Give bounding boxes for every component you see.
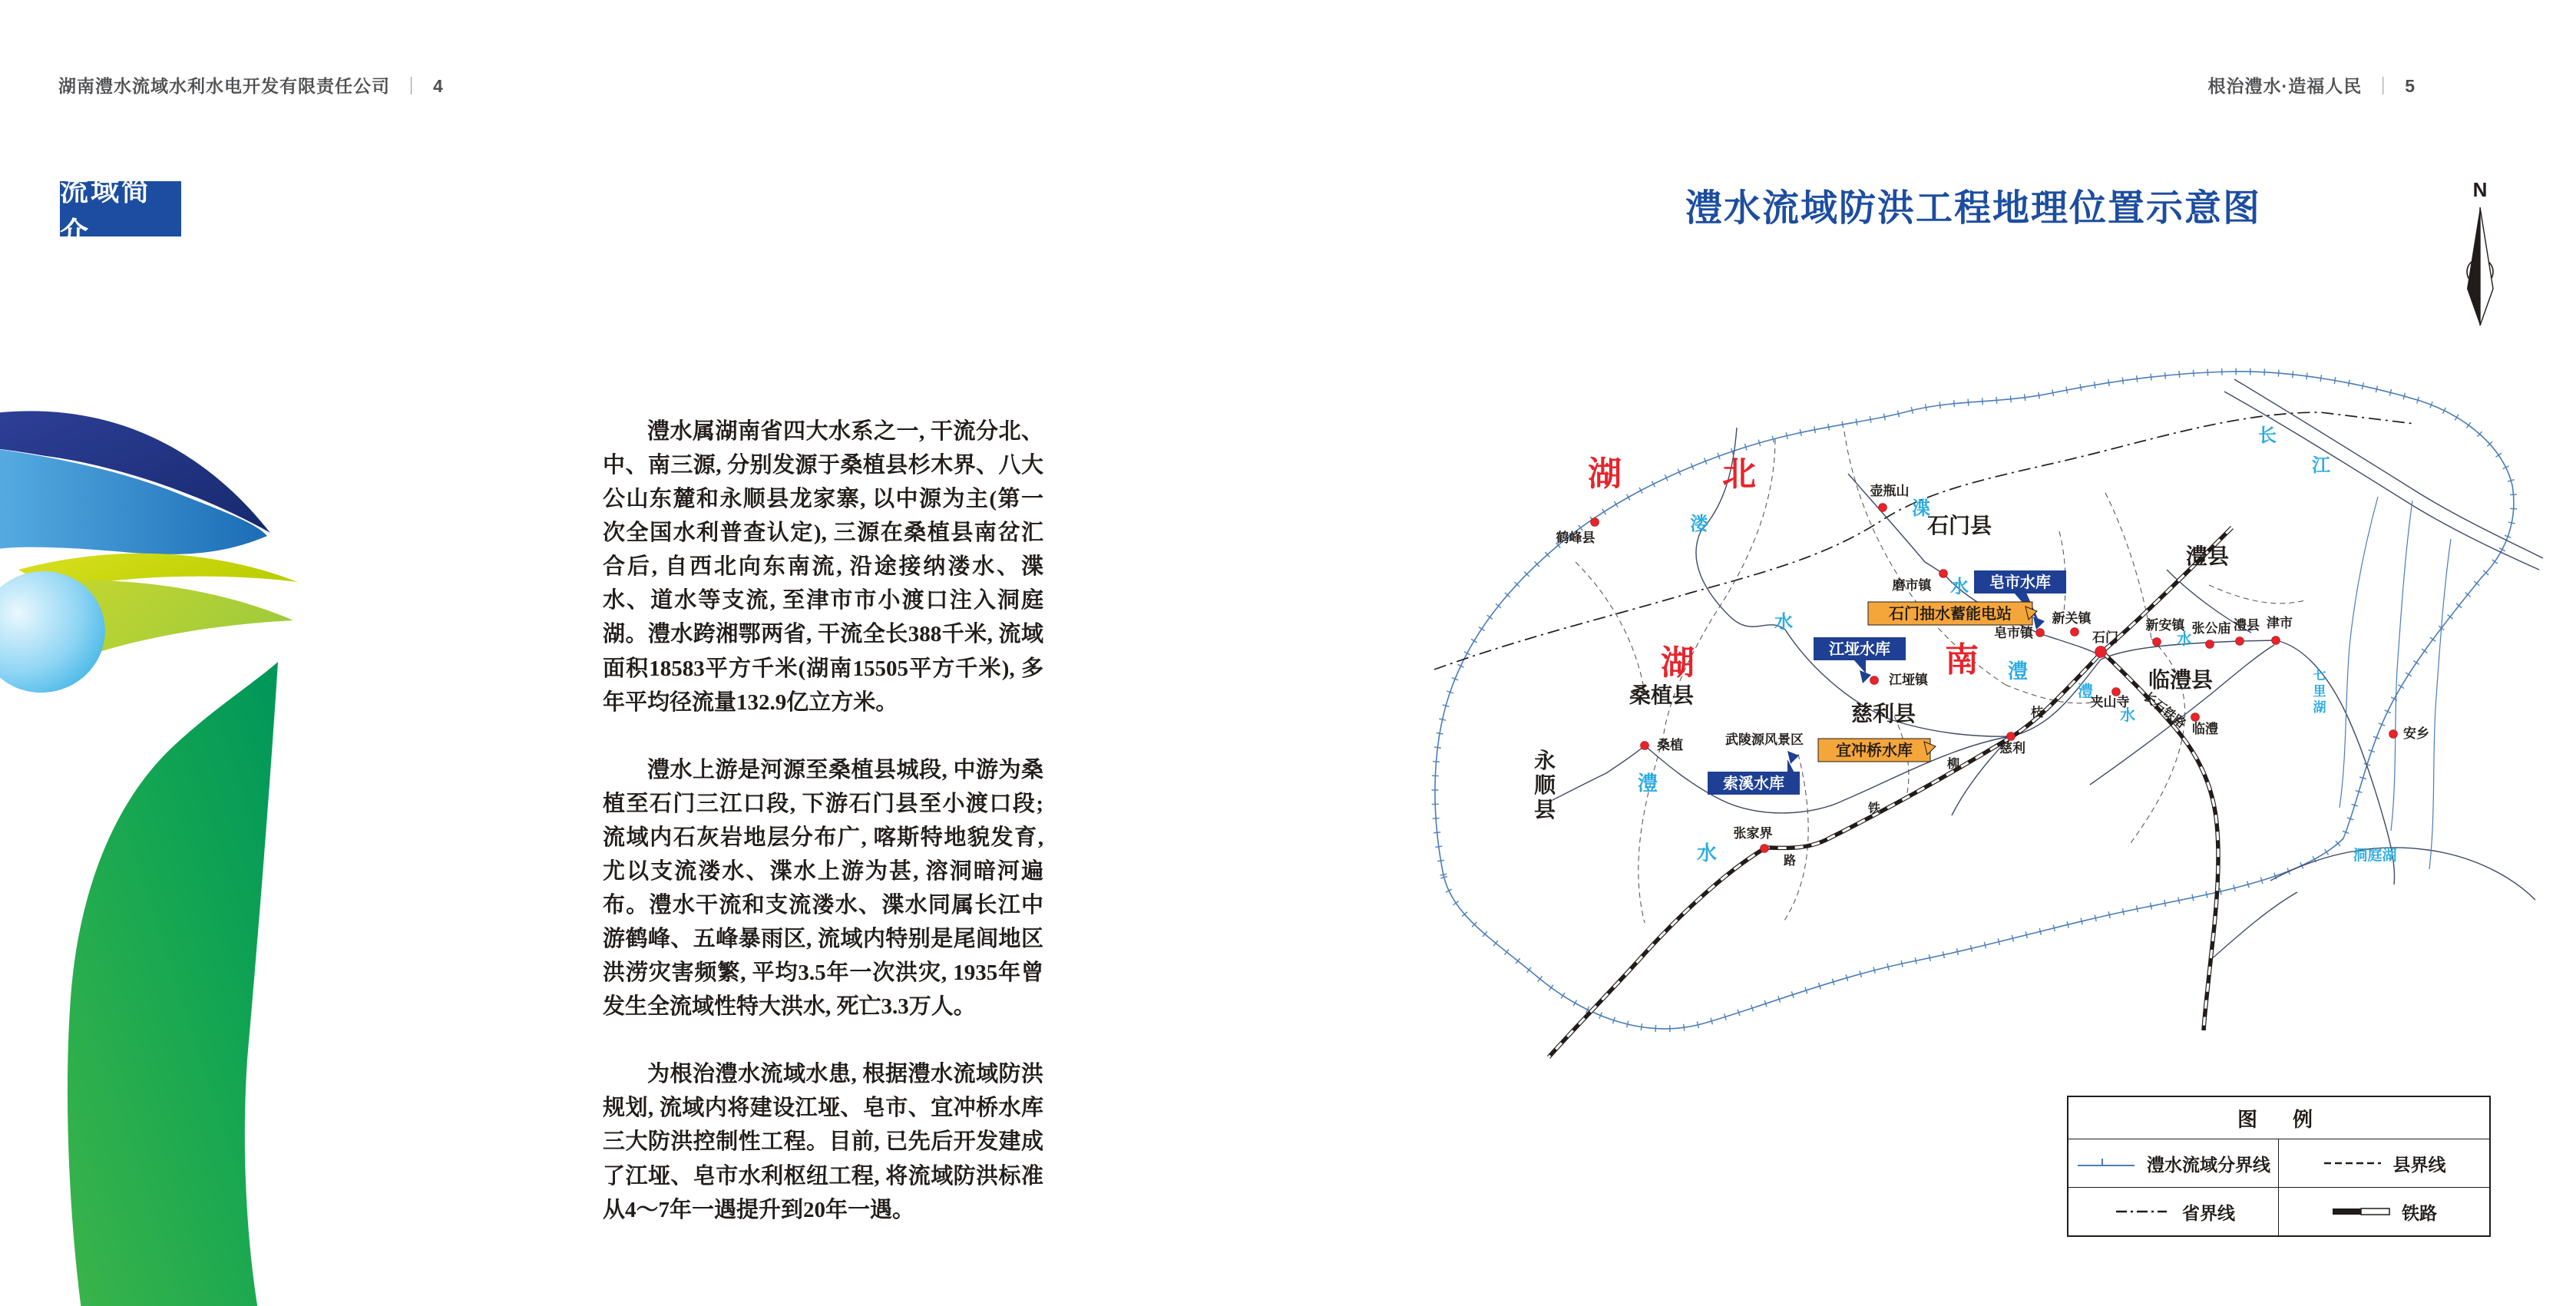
county-label: 永顺县 — [1533, 749, 1556, 822]
town-label: 磨市镇 — [1892, 578, 1932, 593]
project-callout — [1868, 602, 2037, 625]
town-label: 石门 — [2092, 630, 2118, 645]
county-label: 慈利县 — [1850, 702, 1916, 726]
province-line-icon — [2111, 1205, 2171, 1218]
body-paragraphs — [603, 415, 1043, 1261]
town-label: 安乡 — [2403, 726, 2429, 741]
county-label: 石门县 — [1926, 514, 1992, 537]
basin-map — [1413, 338, 2572, 1125]
river-lines — [1553, 379, 2543, 961]
province-label: 南 — [1945, 641, 1979, 679]
town-label: 桑植 — [1657, 738, 1683, 752]
river-label: 水 — [1774, 612, 1793, 633]
town-marker — [2092, 630, 2118, 658]
map-title: 澧水流域防洪工程地理位置示意图 — [1685, 188, 2261, 229]
river-label: 澧 — [2007, 660, 2029, 683]
legend-title: 图 例 — [2068, 1097, 2489, 1139]
river-label: 澧 — [1637, 772, 1658, 795]
town-marker — [2091, 688, 2130, 710]
county-label: 澧县 — [2185, 544, 2230, 568]
section-title: 流域简介 — [60, 175, 152, 248]
project-callout — [1818, 739, 1936, 762]
town-label: 慈利 — [1999, 741, 2025, 755]
town-label: 张公庙 — [2191, 621, 2231, 636]
county-label: 武陵源风景区 — [1725, 732, 1804, 747]
compass-label: N — [2472, 178, 2488, 201]
right-page-number: 5 — [2405, 76, 2416, 96]
callout-label: 江垭水库 — [1829, 641, 1890, 658]
river-label: 洞庭湖 — [2353, 848, 2397, 864]
legend-label: 铁路 — [2402, 1202, 2437, 1223]
river-label: 水 — [1950, 577, 1969, 597]
town-label: 夹山寺 — [2090, 695, 2130, 709]
basin-line-icon — [2076, 1156, 2136, 1170]
town-label: 张家界 — [1733, 826, 1773, 841]
railway-label: 枝 — [2030, 706, 2044, 719]
legend-item-province — [2068, 1188, 2279, 1235]
town-label: 津市 — [2267, 616, 2293, 630]
river-label: 长 — [2258, 425, 2277, 446]
callout-label: 皂市水库 — [1989, 574, 2051, 591]
callout-label: 石门抽水蓄能电站 — [1889, 606, 2012, 623]
legend-item-county — [2279, 1139, 2489, 1188]
railway-label: 柳 — [1946, 758, 1960, 771]
header-separator: ｜ — [402, 76, 421, 96]
town-marker — [1734, 825, 1773, 853]
callout-label: 索溪水库 — [1723, 775, 1784, 792]
river-label: 溇 — [1690, 514, 1708, 534]
town-marker — [1641, 737, 1684, 752]
river-label: 水 — [1696, 841, 1718, 865]
company-logo-swirl — [0, 399, 322, 1306]
river-label: 七里湖 — [2313, 668, 2326, 715]
map-legend — [2067, 1096, 2491, 1237]
river-label: 渫 — [1912, 498, 1930, 519]
railway-label: 路 — [1783, 855, 1797, 868]
county-label: 临澧县 — [2148, 668, 2214, 692]
logo-green-arc — [68, 662, 278, 1306]
province-label: 湖 — [1661, 644, 1695, 682]
section-title-box — [60, 175, 181, 248]
river-label: 水 — [2120, 707, 2135, 724]
legend-label: 省界线 — [2182, 1202, 2235, 1223]
river-label: 澧 — [2078, 683, 2093, 700]
right-page-header — [2073, 72, 2416, 98]
paragraph: 澧水上游是河源至桑植县城段, 中游为桑植至石门三江口段, 下游石门县至小渡口段;流域内石灰岩地层分布广, 喀斯特地貌发育, 尤以支流溇水、渫水上游为甚, 溶洞暗河遍布。澧水干流和支流溇水、渫水同属长江中游鹤峰、五峰暴雨区, 流域内特别是尾闾地区洪涝灾害频繁, 平均3.5年一次洪灾, 1935年曾发生全流域性特大洪水, 死亡3.3万人。 — [603, 757, 1043, 1020]
town-marker — [1870, 483, 1910, 512]
county-label: 桑植县 — [1629, 683, 1695, 707]
railway-line-icon — [2331, 1205, 2391, 1218]
paragraph: 澧水属湖南省四大水系之一, 干流分北、中、南三源, 分别发源于桑植县杉木界、八大公山东麓和永顺县龙家寨, 以中源为主(第一次全国水利普查认定), 三源在桑植县南岔汇合后, 自西北向东南流, 沿途接纳溇水、渫水、道水等支流, 至津市市小渡口注入洞庭湖。澧水跨湘鄂两省, 干流全长388千米, 流域面积18583平方千米(湖南15505平方千米), 多年平均径流量132.9亿立方米。 — [603, 419, 1043, 715]
legend-item-railway — [2279, 1188, 2489, 1235]
town-label: 澧县 — [2234, 618, 2260, 633]
town-marker — [2052, 610, 2092, 636]
legend-item-basin — [2068, 1139, 2279, 1188]
legend-label: 县界线 — [2392, 1154, 2446, 1175]
town-label: 临澧 — [2192, 722, 2218, 736]
town-label: 江垭镇 — [1889, 673, 1928, 687]
legend-label: 澧水流域分界线 — [2147, 1154, 2270, 1175]
town-marker — [1870, 672, 1930, 687]
reservoir-callout — [1708, 751, 1801, 795]
town-label: 鹤峰县 — [1556, 531, 1596, 545]
town-marker — [1556, 518, 1599, 546]
town-label: 壶瓶山 — [1870, 484, 1910, 498]
railway-label: 长石铁路 — [2141, 690, 2188, 731]
left-page-number: 4 — [433, 76, 444, 96]
callout-label: 宜冲桥水库 — [1836, 742, 1913, 759]
town-label: 新安镇 — [2145, 618, 2185, 633]
paragraph: 为根治澧水流域水患, 根据澧水流域防洪规划, 流域内将建设江垭、皂市、宜冲桥水库三大防洪控制性工程。目前, 已先后开发建成了江垭、皂市水利枢纽工程, 将流域防洪标准从4～7年一遇提升到20年一遇。 — [603, 1062, 1043, 1222]
left-page-header — [58, 72, 444, 98]
county-line-icon — [2323, 1156, 2383, 1170]
town-marker — [1999, 732, 2025, 756]
company-name: 湖南澧水流域水利水电开发有限责任公司 — [58, 76, 390, 96]
river-label: 江 — [2312, 455, 2330, 476]
dam-icon — [1787, 751, 1799, 764]
province-label: 北 — [1722, 455, 1756, 493]
compass-north-icon — [2455, 174, 2505, 335]
town-marker — [1893, 570, 1948, 593]
river-label: 水 — [2177, 631, 2192, 648]
town-marker — [2192, 620, 2231, 649]
slogan: 根治澧水·造福人民 — [2207, 76, 2363, 96]
town-label: 皂市镇 — [1994, 626, 2033, 640]
province-label: 湖 — [1588, 455, 1622, 493]
town-marker — [2191, 713, 2219, 737]
dam-icon — [2033, 617, 2045, 630]
railway-label: 铁 — [1867, 802, 1881, 815]
header-separator: ｜ — [2374, 76, 2393, 96]
town-label: 新关镇 — [2052, 611, 2092, 626]
